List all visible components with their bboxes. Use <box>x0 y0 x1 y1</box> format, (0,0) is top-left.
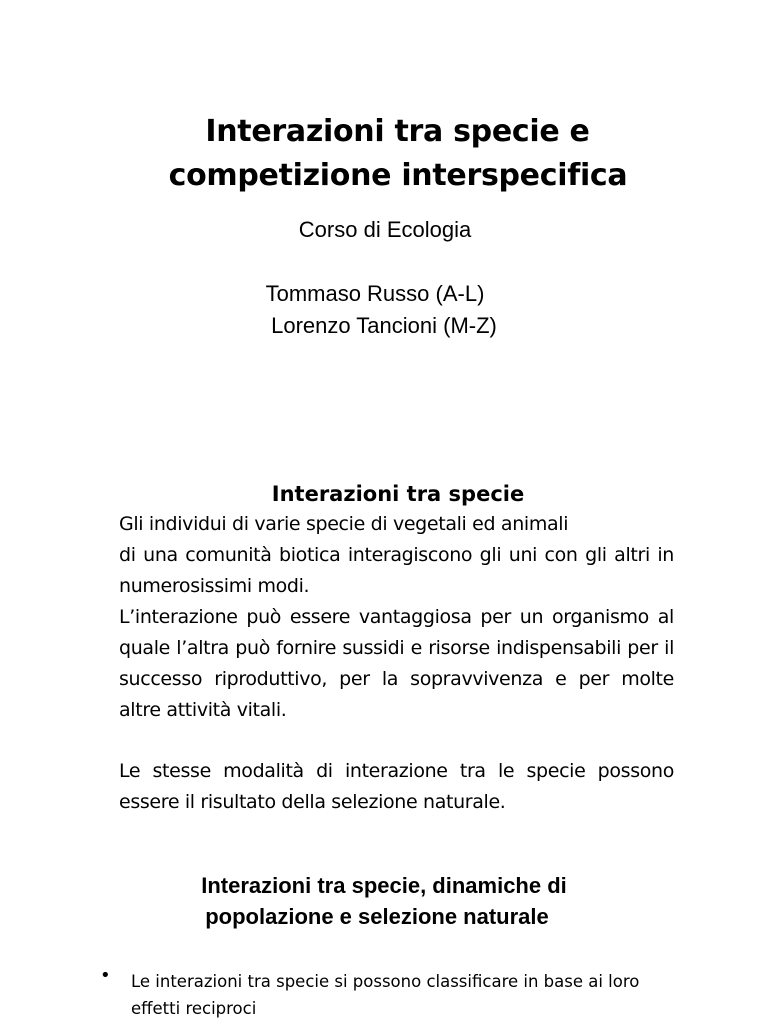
body-paragraph: Le stesse modalità di interazione tra le specie possono essere il risultato della selezione naturale. <box>119 760 674 813</box>
author-2: Lorenzo Tancioni (M-Z) <box>271 313 497 338</box>
slide-title-line-2: competizione interspecifica <box>168 158 628 193</box>
bullet-icon: • <box>100 965 111 986</box>
body-paragraph: L’interazione può essere vantaggiosa per un organismo al quale l’altra può fornire sussidi e risorse indispensabili per il successo riproduttivo, per la sopravvivenza e per molte altre attività vitali. <box>119 606 674 721</box>
author-1: Tommaso Russo (A-L) <box>265 281 485 306</box>
course-name: Corso di Ecologia <box>298 217 472 242</box>
section-title-line-1: Interazioni tra specie, dinamiche di <box>201 873 567 898</box>
body-paragraph: di una comunità biotica interagiscono gli uni con gli altri in numerosissimi modi. <box>119 544 674 597</box>
authors <box>0 278 768 342</box>
bullet-list <box>100 965 660 1022</box>
section-title <box>0 870 768 932</box>
slide-title <box>0 110 768 198</box>
section-heading: Interazioni tra specie <box>271 482 525 506</box>
slide-title-line-1: Interazioni tra specie e <box>205 114 590 149</box>
section-title-line-2: popolazione e selezione naturale <box>205 904 549 929</box>
body-paragraph: Gli individui di varie specie di vegetali ed animali <box>119 513 569 535</box>
bullet-item <box>100 965 660 1022</box>
bullet-text: Le interazioni tra specie si possono classificare in base ai loro effetti reciproci <box>131 972 640 1018</box>
section-body <box>119 509 674 818</box>
